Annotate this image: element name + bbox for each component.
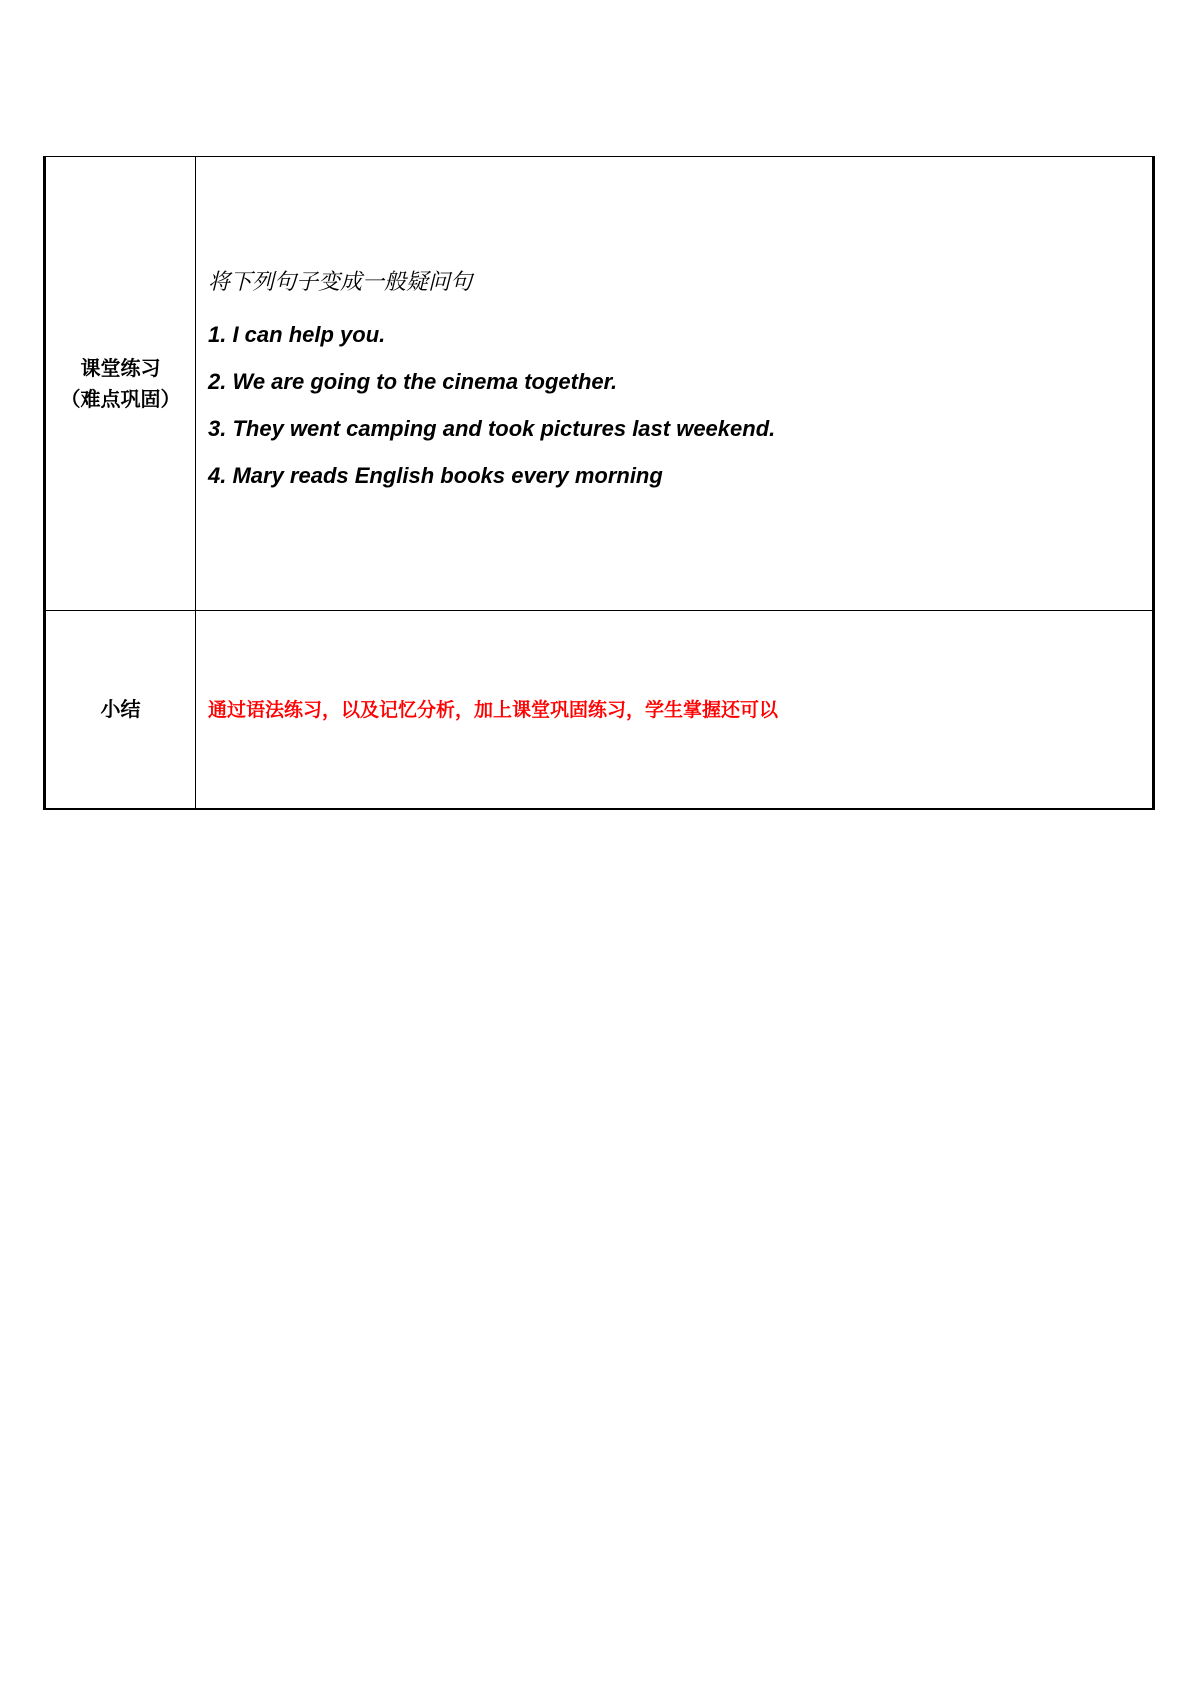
summary-row xyxy=(45,611,1154,810)
exercise-instruction: 将下列句子变成一般疑问句 xyxy=(208,270,473,295)
exercise-sentence-2: 2. We are going to the cinema together. xyxy=(208,369,618,394)
lesson-table xyxy=(43,156,1155,810)
exercise-row xyxy=(45,157,1154,611)
summary-content-cell xyxy=(196,611,1154,810)
exercise-sentence-3: 3. They went camping and took pictures last weekend. xyxy=(208,416,776,441)
exercise-label-cell xyxy=(45,157,196,611)
summary-text: 通过语法练习，以及记忆分析，加上课堂巩固练习，学生掌握还可以 xyxy=(208,698,779,721)
summary-label: 小结 xyxy=(100,697,141,721)
summary-label-cell xyxy=(45,611,196,810)
exercise-content-cell xyxy=(196,157,1154,611)
exercise-sublabel: （难点巩固） xyxy=(60,386,181,411)
exercise-sentence-4: 4. Mary reads English books every morning xyxy=(208,463,663,488)
exercise-label: 课堂练习 xyxy=(80,355,161,380)
exercise-sentence-1: 1. I can help you. xyxy=(208,322,386,347)
